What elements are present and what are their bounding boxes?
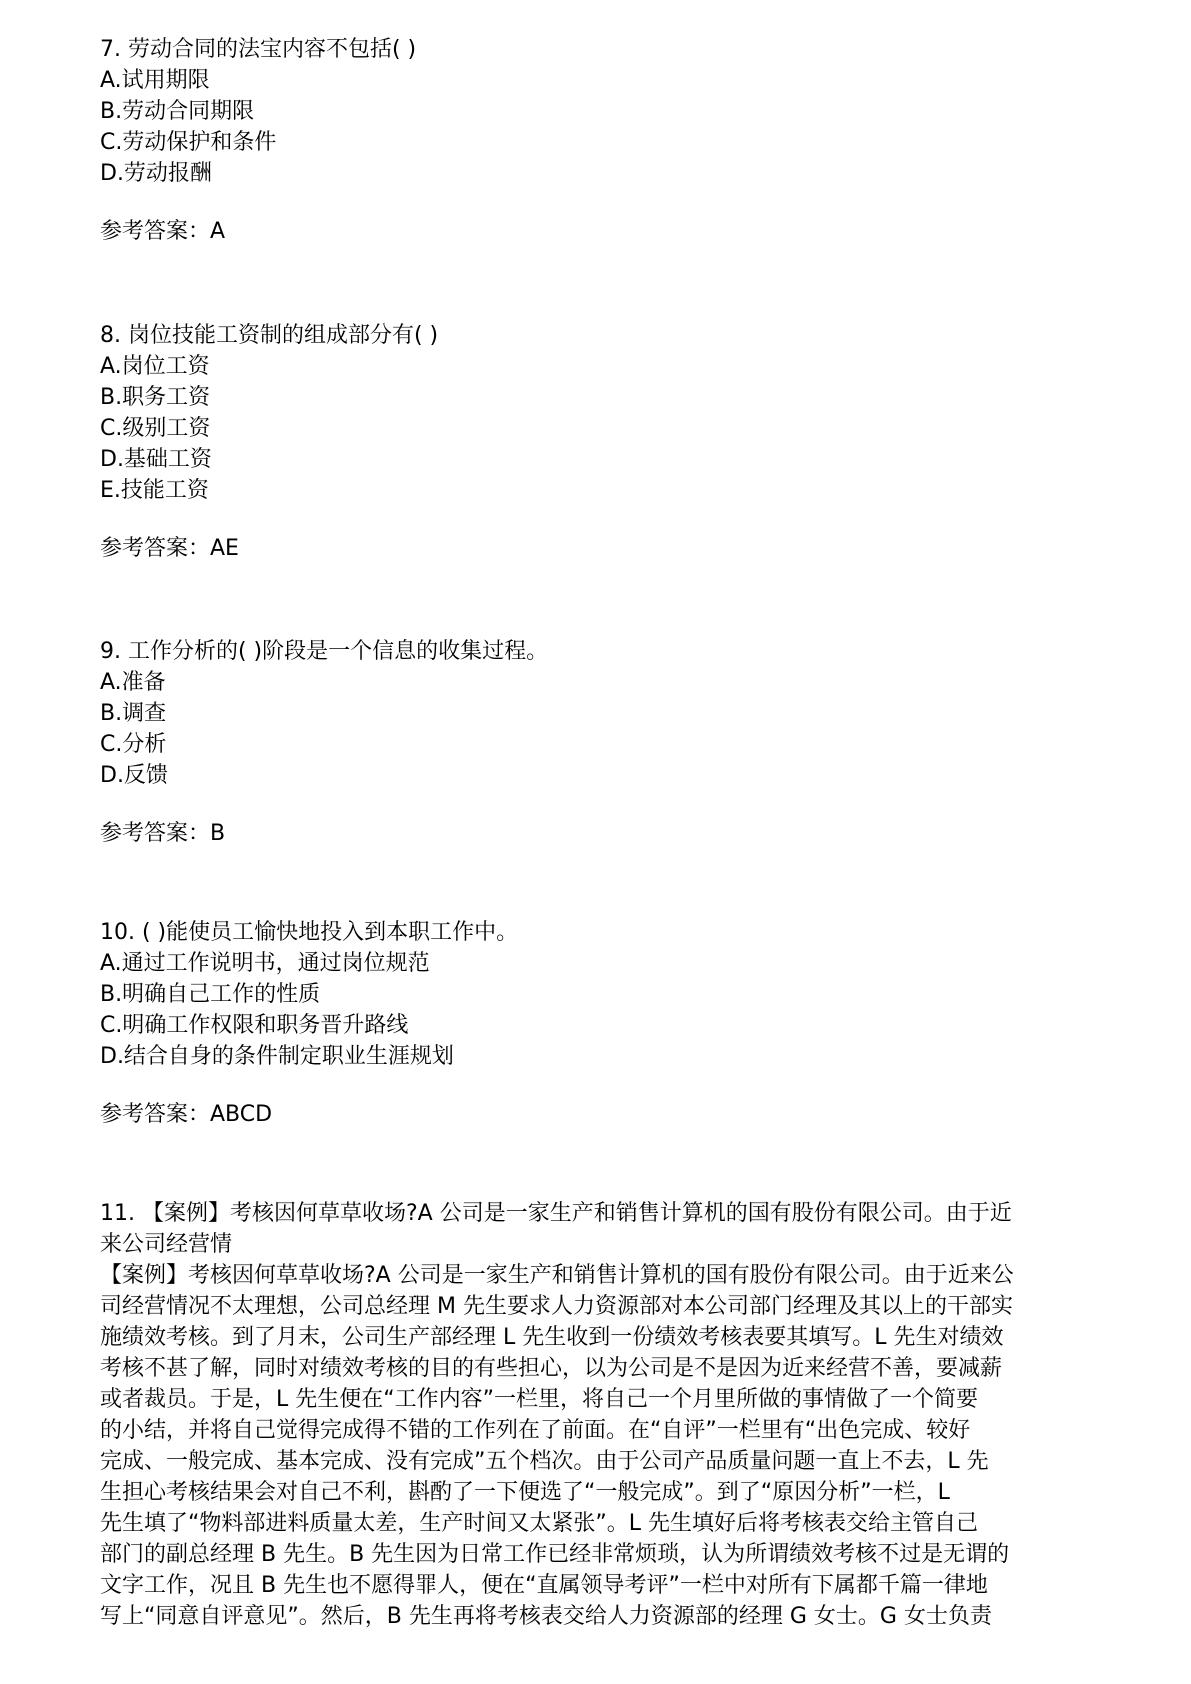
option: D.劳动报酬 — [100, 161, 212, 186]
option: C.劳动保护和条件 — [100, 130, 277, 155]
reference-answer: 参考答案：B — [100, 821, 226, 846]
case-stem-line: 11. 【案例】考核因何草草收场?A 公司是一家生产和销售计算机的国有股份有限公司。由于近 — [100, 1201, 1012, 1226]
case-body-line: 司经营情况不太理想，公司总经理 M 先生要求人力资源部对本公司部门经理及其以上的干部实 — [100, 1294, 1013, 1319]
option: D.结合自身的条件制定职业生涯规划 — [100, 1044, 454, 1069]
case-body-line: 考核不甚了解，同时对绩效考核的目的有些担心，以为公司是不是因为近来经营不善，要减薪 — [100, 1356, 1003, 1381]
option: D.反馈 — [100, 763, 168, 788]
option: C.明确工作权限和职务晋升路线 — [100, 1013, 409, 1038]
reference-answer: 参考答案：AE — [100, 536, 239, 561]
option: C.分析 — [100, 732, 167, 757]
case-body-line: 先生填了“物料部进料质量太差，生产时间又太紧张”。L 先生填好后将考核表交给主管自己 — [100, 1511, 979, 1536]
option: A.准备 — [100, 670, 166, 695]
question-9 — [100, 636, 1100, 849]
case-body-line: 写上“同意自评意见”。然后，B 先生再将考核表交给人力资源部的经理 G 女士。G 女士负责 — [100, 1604, 992, 1629]
case-body-line: 或者裁员。于是，L 先生便在“工作内容”一栏里，将自己一个月里所做的事情做了一个简要 — [100, 1387, 979, 1412]
option: E.技能工资 — [100, 478, 209, 503]
option: C.级别工资 — [100, 416, 211, 441]
question-stem: 10. ( )能使员工愉快地投入到本职工作中。 — [100, 920, 519, 945]
case-body-line: 文字工作，况且 B 先生也不愿得罪人，便在“直属领导考评”一栏中对所有下属都千篇一律地 — [100, 1573, 988, 1598]
question-7 — [100, 34, 1100, 247]
option: A.试用期限 — [100, 68, 210, 93]
case-body-line: 施绩效考核。到了月末，公司生产部经理 L 先生收到一份绩效考核表要其填写。L 先生对绩效 — [100, 1325, 1004, 1350]
case-body-line: 部门的副总经理 B 先生。B 先生因为日常工作已经非常烦琐，认为所谓绩效考核不过是无谓的 — [100, 1542, 1010, 1567]
question-11-case — [100, 1198, 1100, 1632]
question-8 — [100, 320, 1100, 564]
question-10 — [100, 917, 1100, 1130]
case-body-line: 的小结，并将自己觉得完成得不错的工作列在了前面。在“自评”一栏里有“出色完成、较好 — [100, 1418, 971, 1443]
question-stem: 9. 工作分析的( )阶段是一个信息的收集过程。 — [100, 639, 549, 664]
question-stem: 7. 劳动合同的法宝内容不包括( ) — [100, 37, 417, 62]
case-body-line: 完成、一般完成、基本完成、没有完成”五个档次。由于公司产品质量问题一直上不去，L 先 — [100, 1449, 989, 1474]
case-body-line: 生担心考核结果会对自己不利，斟酌了一下便选了“一般完成”。到了“原因分析”一栏，L — [100, 1480, 950, 1505]
question-stem: 8. 岗位技能工资制的组成部分有( ) — [100, 323, 439, 348]
option: B.调查 — [100, 701, 167, 726]
case-stem-line: 来公司经营情 — [100, 1232, 233, 1257]
reference-answer: 参考答案：A — [100, 219, 226, 244]
option: B.职务工资 — [100, 385, 211, 410]
option: A.通过工作说明书，通过岗位规范 — [100, 951, 430, 976]
case-body-line: 【案例】考核因何草草收场?A 公司是一家生产和销售计算机的国有股份有限公司。由于近来公 — [100, 1263, 1014, 1288]
option: B.明确自己工作的性质 — [100, 982, 321, 1007]
reference-answer: 参考答案：ABCD — [100, 1102, 273, 1127]
option: B.劳动合同期限 — [100, 99, 255, 124]
case-body — [100, 1260, 1100, 1632]
case-stem — [100, 1198, 1100, 1260]
option: D.基础工资 — [100, 447, 212, 472]
option: A.岗位工资 — [100, 354, 210, 379]
